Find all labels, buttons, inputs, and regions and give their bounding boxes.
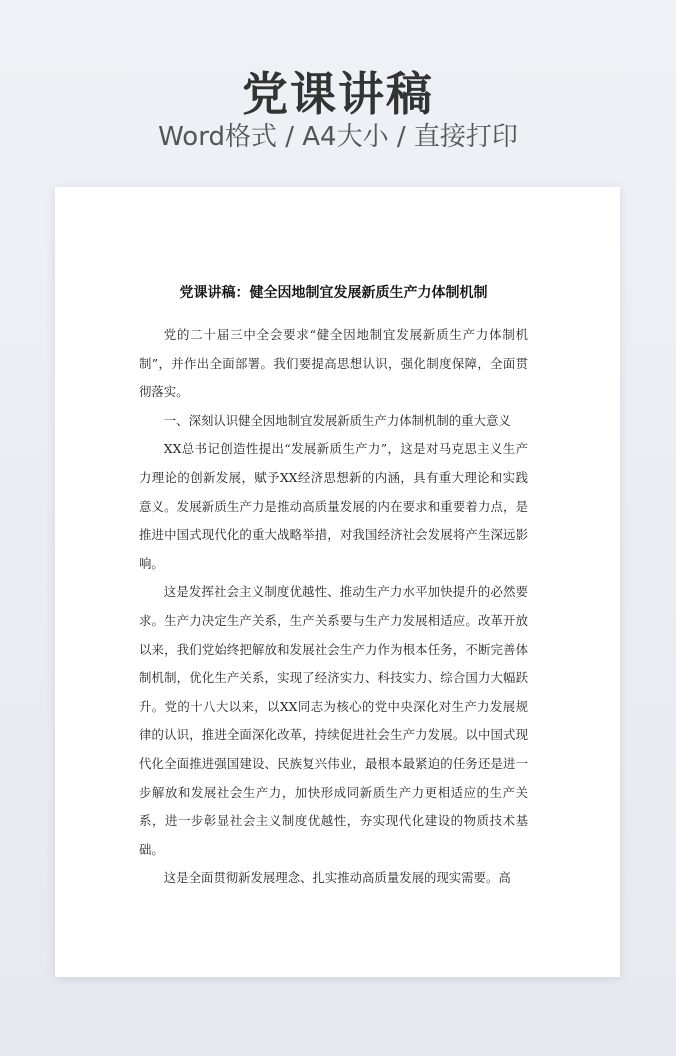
document-title: 党课讲稿：健全因地制宜发展新质生产力体制机制 [179,285,488,301]
paragraph: XX总书记创造性提出“发展新质生产力”，这是对马克思主义生产力理论的创新发展，赋予XX经济思想新的内涵，具有重大理论和实践意义。发展新质生产力是推动高质量发展的内在要求和重要着力点，是推进中国式现代化的重大战略举措，对我国经济社会发展将产生深远影响。 [139,441,528,571]
section-heading-1: 一、深刻认识健全因地制宜发展新质生产力体制机制的重大意义 [163,412,511,428]
document-page [55,187,620,977]
banner-subtitle: Word格式 / A4大小 / 直接打印 [158,122,518,152]
paragraph: 这是全面贯彻新发展理念、扎实推动高质量发展的现实需要。高 [163,870,511,886]
paragraph-intro: 党的二十届三中全会要求“健全因地制宜发展新质生产力体制机制”，并作出全面部署。我们要提高思想认识，强化制度保障，全面贯彻落实。 [139,327,528,400]
banner-title: 党课讲稿 [242,67,434,121]
banner [0,0,676,186]
paragraph: 这是发挥社会主义制度优越性、推动生产力水平加快提升的必然要求。生产力决定生产关系，生产关系要与生产力发展相适应。改革开放以来，我们党始终把解放和发展社会生产力作为根本任务，不断完善体制机制，优化生产关系，实现了经济实力、科技实力、综合国力大幅跃升。党的十八大以来，以XX同志为核心的党中央深化对生产力发展规律的认识，推进全面深化改革，持续促进社会生产力发展。以中国式现代化全面推进强国建设、民族复兴伟业，最根本最紧迫的任务还是进一步解放和发展社会生产力，加快形成同新质生产力更相适应的生产关系，进一步彰显社会主义制度优越性，夯实现代化建设的物质技术基础。 [139,584,528,857]
